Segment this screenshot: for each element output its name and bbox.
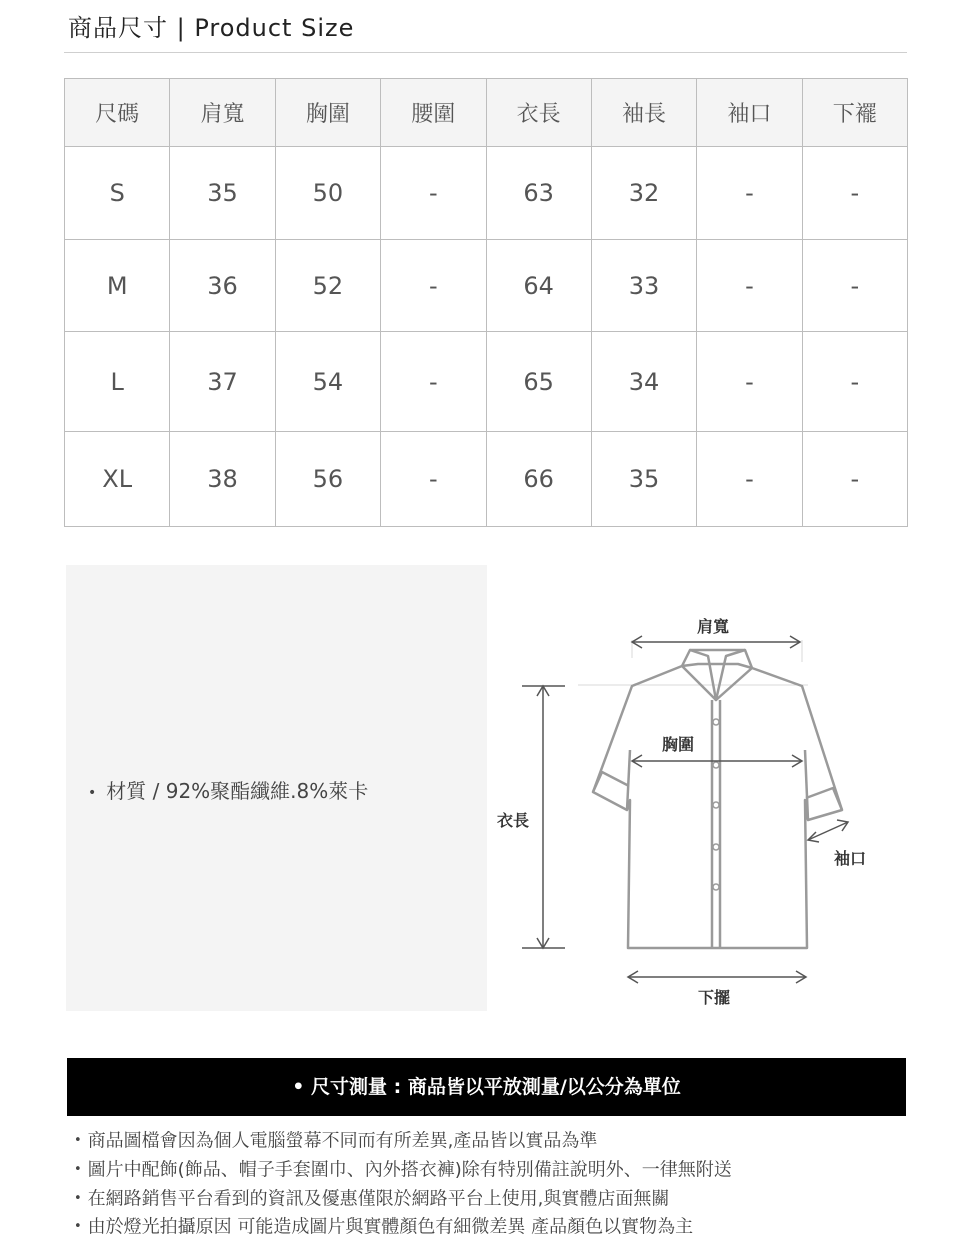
hem-label: 下擺 xyxy=(698,988,731,1007)
table-cell: - xyxy=(381,332,486,432)
table-cell: 35 xyxy=(591,432,696,527)
column-header-waist: 腰圍 xyxy=(381,79,486,147)
shirt-diagram-svg xyxy=(490,600,910,1020)
shirt-buttons xyxy=(713,719,719,890)
column-header-hem: 下襬 xyxy=(802,79,907,147)
note-text: 圖片中配飾(飾品、帽子手套圍巾、內外搭衣褲)除有特別備註說明外、一律無附送 xyxy=(87,1159,732,1180)
chest-label: 胸圍 xyxy=(662,735,695,754)
table-cell: 66 xyxy=(486,432,591,527)
length-label: 衣長 xyxy=(497,811,530,830)
table-cell: - xyxy=(697,240,802,332)
table-cell: - xyxy=(381,432,486,527)
column-header-shoulder: 肩寬 xyxy=(170,79,275,147)
size-table-header-row xyxy=(65,79,908,147)
table-cell: - xyxy=(802,432,907,527)
bullet: • xyxy=(74,1133,82,1148)
note-text: 在網路銷售平台看到的資訊及優惠僅限於網路平台上使用,與實體店面無關 xyxy=(87,1187,670,1209)
page-title: 商品尺寸 | Product Size xyxy=(68,14,355,42)
measurement-arrows xyxy=(522,636,848,983)
table-cell: - xyxy=(802,332,907,432)
table-cell: - xyxy=(697,147,802,240)
measurement-diagram xyxy=(490,600,910,1020)
table-cell: 34 xyxy=(591,332,696,432)
table-cell: - xyxy=(697,432,802,527)
table-cell: 36 xyxy=(170,240,275,332)
bullet: • xyxy=(74,1190,82,1206)
column-header-sleeve: 袖長 xyxy=(591,79,696,147)
table-cell: 64 xyxy=(486,240,591,332)
table-row xyxy=(65,332,908,432)
list-item xyxy=(74,1185,732,1214)
note-text: 商品圖檔會因為個人電腦螢幕不同而有所差異,產品皆以實品為準 xyxy=(87,1130,598,1152)
cuff-label: 袖口 xyxy=(834,849,867,868)
material-text: 材質 / 92%聚酯纖維.8%萊卡 xyxy=(106,779,369,803)
shoulder-label: 肩寬 xyxy=(697,617,730,636)
table-row xyxy=(65,240,908,332)
table-row xyxy=(65,147,908,240)
table-cell: - xyxy=(802,147,907,240)
note-text: 由於燈光拍攝原因 可能造成圖片與實體顏色有細微差異 產品顏色以實物為主 xyxy=(87,1216,694,1238)
table-cell: 38 xyxy=(170,432,275,527)
table-cell: 50 xyxy=(275,147,380,240)
table-cell: 35 xyxy=(170,147,275,240)
notice-banner: • 尺寸測量 : 商品皆以平放測量/以公分為單位 xyxy=(67,1058,906,1116)
bullet: • xyxy=(74,1161,82,1177)
table-cell: XL xyxy=(65,432,170,527)
table-cell: - xyxy=(697,332,802,432)
list-item xyxy=(74,1156,732,1185)
table-cell: 65 xyxy=(486,332,591,432)
table-cell: 52 xyxy=(275,240,380,332)
table-cell: M xyxy=(65,240,170,332)
shirt-outline xyxy=(593,650,842,948)
table-cell: 54 xyxy=(275,332,380,432)
column-header-length: 衣長 xyxy=(486,79,591,147)
table-cell: S xyxy=(65,147,170,240)
table-cell: 63 xyxy=(486,147,591,240)
table-row xyxy=(65,432,908,527)
table-cell: L xyxy=(65,332,170,432)
table-cell: - xyxy=(381,240,486,332)
table-cell: 33 xyxy=(591,240,696,332)
table-cell: - xyxy=(381,147,486,240)
material-panel xyxy=(66,565,487,1011)
bullet: • xyxy=(88,784,97,801)
column-header-chest: 胸圍 xyxy=(275,79,380,147)
title-divider xyxy=(64,52,907,53)
list-item xyxy=(74,1213,732,1242)
table-cell: - xyxy=(802,240,907,332)
list-item xyxy=(74,1127,732,1156)
column-header-cuff: 袖口 xyxy=(697,79,802,147)
table-cell: 32 xyxy=(591,147,696,240)
size-table xyxy=(64,78,908,527)
table-cell: 37 xyxy=(170,332,275,432)
column-header-size: 尺碼 xyxy=(65,79,170,147)
table-cell: 56 xyxy=(275,432,380,527)
bullet: • xyxy=(74,1219,82,1235)
notice-list xyxy=(74,1127,732,1242)
material-info xyxy=(88,775,368,804)
